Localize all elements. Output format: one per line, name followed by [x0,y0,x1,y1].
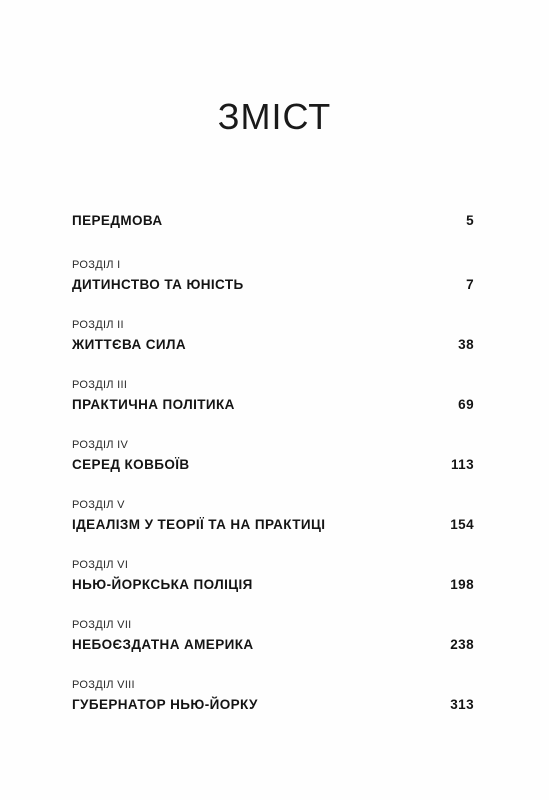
page-number: 154 [450,517,474,532]
toc-row [72,514,474,536]
toc-entry-chapter-6 [72,556,474,616]
page-number: 238 [450,637,474,652]
toc-row [72,694,474,716]
chapter-label: РОЗДІЛ II [72,319,124,331]
chapter-label: РОЗДІЛ I [72,259,121,271]
chapter-title: ЖИТТЄВА СИЛА [72,337,187,352]
table-of-contents [72,210,474,736]
toc-row [72,574,474,596]
chapter-title: ДИТИНСТВО ТА ЮНІСТЬ [72,277,244,292]
chapter-title: ПРАКТИЧНА ПОЛІТИКА [72,397,235,412]
chapter-label: РОЗДІЛ VIII [72,679,135,691]
chapter-label: РОЗДІЛ III [72,379,128,391]
chapter-title: ІДЕАЛІЗМ У ТЕОРІЇ ТА НА ПРАКТИЦІ [72,517,326,532]
page-number: 5 [466,213,474,228]
chapter-label: РОЗДІЛ VII [72,619,132,631]
page-number: 38 [458,337,474,352]
toc-entry-chapter-4 [72,436,474,496]
toc-entry-chapter-8 [72,676,474,736]
toc-row [72,394,474,416]
toc-entry-chapter-3 [72,376,474,436]
toc-entry-chapter-5 [72,496,474,556]
page-number: 7 [466,277,474,292]
toc-entry-chapter-1 [72,256,474,316]
chapter-title: НЬЮ-ЙОРКСЬКА ПОЛІЦІЯ [72,577,253,592]
chapter-title: СЕРЕД КОВБОЇВ [72,457,190,472]
chapter-label: РОЗДІЛ IV [72,439,129,451]
chapter-label: РОЗДІЛ V [72,499,125,511]
toc-row [72,274,474,296]
page-number: 69 [458,397,474,412]
page-number: 198 [450,577,474,592]
chapter-title: ГУБЕРНАТОР НЬЮ-ЙОРКУ [72,697,258,712]
page-number: 313 [450,697,474,712]
toc-entry-chapter-7 [72,616,474,676]
toc-row [72,634,474,656]
page-title: ЗМІСТ [217,96,332,137]
chapter-title: НЕБОЄЗДАТНА АМЕРИКА [72,637,254,652]
chapter-label: РОЗДІЛ VI [72,559,129,571]
toc-row [72,210,474,232]
entry-title: ПЕРЕДМОВА [72,213,163,228]
toc-row [72,334,474,356]
toc-entry-chapter-2 [72,316,474,376]
toc-entry-preface [72,210,474,256]
toc-row [72,454,474,476]
page-number: 113 [451,457,474,472]
